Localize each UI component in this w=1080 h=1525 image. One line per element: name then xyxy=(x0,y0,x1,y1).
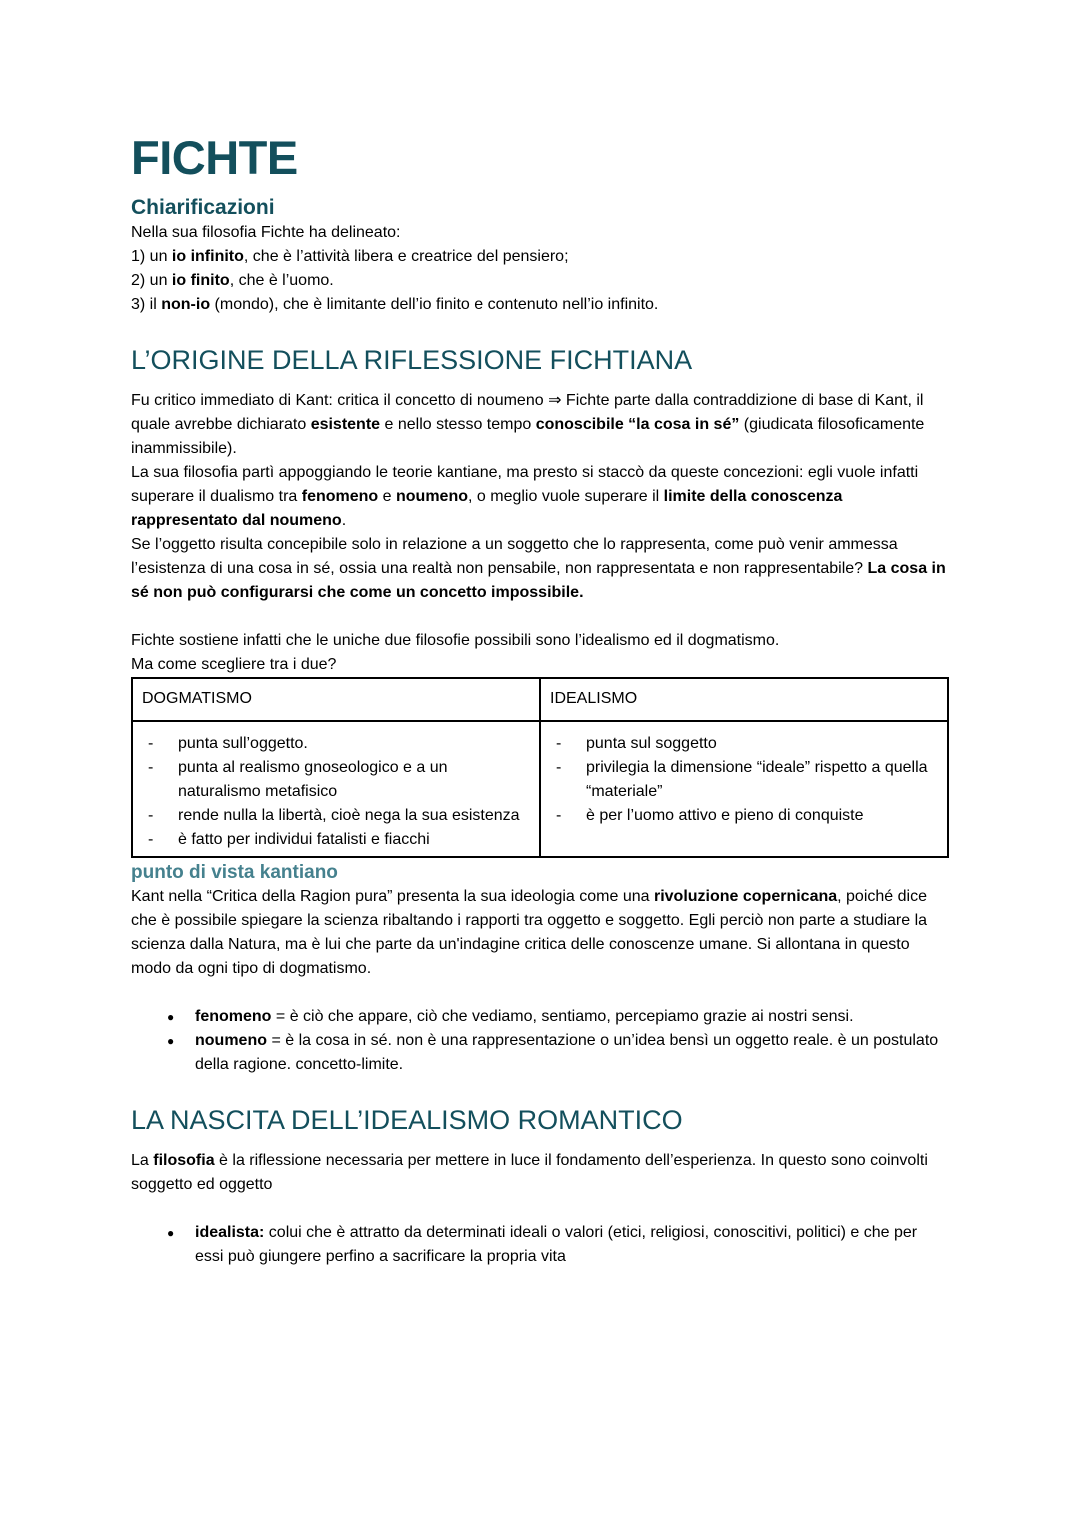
origine-paragraph-5: Ma come scegliere tra i due? xyxy=(131,656,337,673)
origine-heading: L’ORIGINE DELLA RIFLESSIONE FICHTIANA xyxy=(131,345,693,375)
list-item: - rende nulla la libertà, cioè nega la sua esistenza xyxy=(142,804,530,828)
kantiano-heading: punto di vista kantiano xyxy=(131,862,338,883)
document-content xyxy=(131,128,949,1269)
table-cell-idealismo xyxy=(540,721,948,857)
page-title: FICHTE xyxy=(131,131,298,184)
chiarificazioni-heading: Chiarificazioni xyxy=(131,196,275,219)
list-item: - è fatto per individui fatalisti e fiacchi xyxy=(142,828,530,852)
dogmatismo-list xyxy=(142,732,530,852)
origine-paragraph-4: Fichte sostiene infatti che le uniche due filosofie possibili sono l’idealismo ed il dogmatismo. xyxy=(131,632,780,649)
list-item: - punta sull’oggetto. xyxy=(142,732,530,756)
chiarificazioni-intro: Nella sua filosofia Fichte ha delineato: xyxy=(131,224,401,241)
kantiano-paragraph: Kant nella “Critica della Ragion pura” presenta la sua ideologia come una rivoluzione copernicana, poiché dice che è possibile spiegare la scienza ribaltando i rapporti tra oggetto e soggetto. Egli perciò non parte a studiare la scienza dalla Natura, ma è lui che parte da un'indagine critica delle conoscenze umane. Si allontana in questo modo da ogni tipo di dogmatismo. xyxy=(131,888,928,977)
table-body-row xyxy=(132,721,948,857)
nascita-heading: LA NASCITA DELL’IDEALISMO ROMANTICO xyxy=(131,1105,683,1135)
chiarificazioni-line-1: 1) un io infinito, che è l’attività libera e creatrice del pensiero; xyxy=(131,248,569,265)
origine-paragraph-1: Fu critico immediato di Kant: critica il concetto di noumeno ⇒ Fichte parte dalla contraddizione di base di Kant, il quale avrebbe dichiarato esistente e nello stesso tempo conoscibile “la cosa in sé” (giudicata filosoficamente inammissibile). xyxy=(131,392,925,457)
list-item: ● fenomeno = è ciò che appare, ciò che vediamo, sentiamo, percepiamo grazie ai nostri sensi. xyxy=(131,1005,949,1029)
list-item: - privilegia la dimensione “ideale” rispetto a quella “materiale” xyxy=(550,756,938,804)
list-item: ● idealista: colui che è attratto da determinati ideali o valori (etici, religiosi, conoscitivi, politici) e che per essi può giungere perfino a sacrificare la propria vita xyxy=(131,1221,949,1269)
chiarificazioni-line-3: 3) il non-io (mondo), che è limitante dell’io finito e contenuto nell’io infinito. xyxy=(131,296,659,313)
comparison-table xyxy=(131,677,949,858)
idealismo-list xyxy=(550,732,938,828)
table-cell-dogmatismo xyxy=(132,721,540,857)
table-header-row xyxy=(132,678,948,721)
table-header-idealismo: IDEALISMO xyxy=(540,678,948,721)
kantiano-bullet-list xyxy=(131,1005,949,1077)
list-item: - è per l’uomo attivo e pieno di conquiste xyxy=(550,804,938,828)
list-item: ● noumeno = è la cosa in sé. non è una rappresentazione o un’idea bensì un oggetto reale. è un postulato della ragione. concetto-limite. xyxy=(131,1029,949,1077)
list-item: - punta al realismo gnoseologico e a un naturalismo metafisico xyxy=(142,756,530,804)
list-item: - punta sul soggetto xyxy=(550,732,938,756)
origine-paragraph-3: Se l’oggetto risulta concepibile solo in relazione a un soggetto che lo rappresenta, come può venir ammessa l’esistenza di una cosa in sé, ossia una realtà non pensabile, non rappresentata e non rappresentabile? La cosa in sé non può configurarsi che come un concetto impossibile. xyxy=(131,536,946,601)
nascita-paragraph: La filosofia è la riflessione necessaria per mettere in luce il fondamento dell’esperienza. In questo sono coinvolti soggetto ed oggetto xyxy=(131,1152,928,1193)
nascita-bullet-list xyxy=(131,1221,949,1269)
chiarificazioni-line-2: 2) un io finito, che è l’uomo. xyxy=(131,272,334,289)
origine-paragraph-2: La sua filosofia partì appoggiando le teorie kantiane, ma presto si staccò da queste concezioni: egli vuole infatti superare il dualismo tra fenomeno e noumeno, o meglio vuole superare il limite della conoscenza rappresentato dal noumeno. xyxy=(131,464,919,529)
table-header-dogmatismo: DOGMATISMO xyxy=(132,678,540,721)
